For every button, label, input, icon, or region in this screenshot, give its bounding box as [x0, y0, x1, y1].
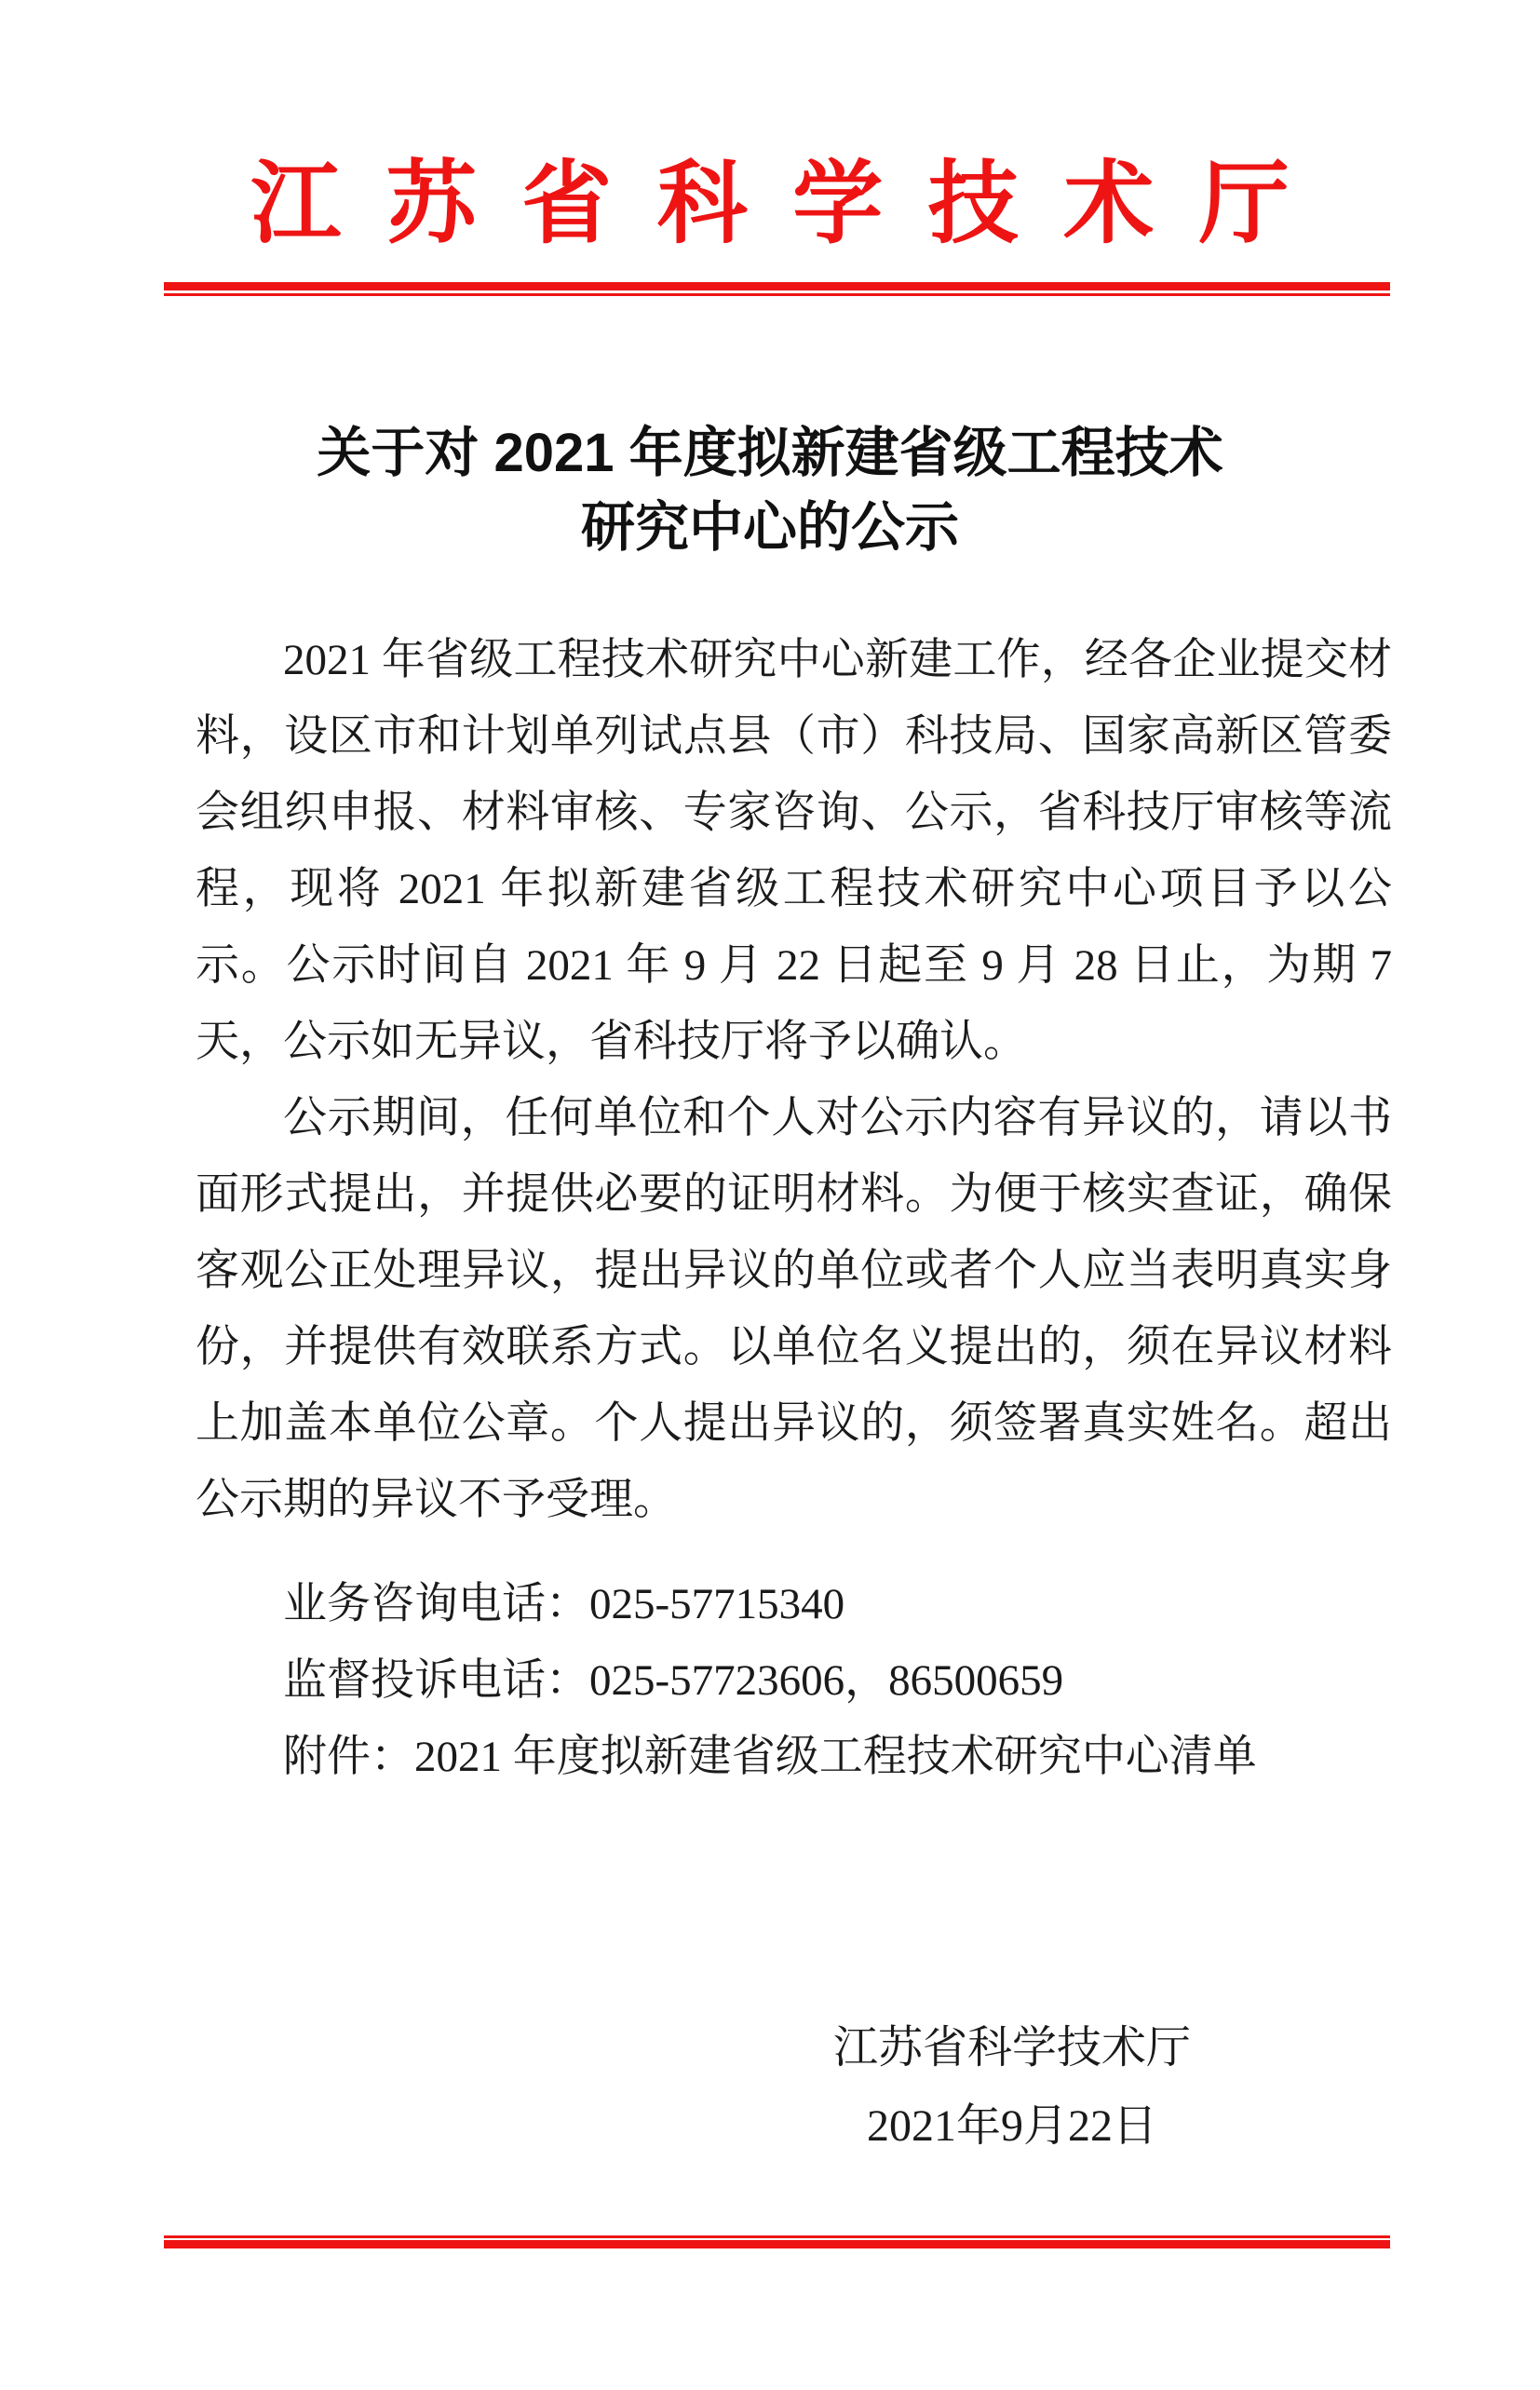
divider-thin-bar [164, 293, 1390, 296]
body-paragraph: 2021 年省级工程技术研究中心新建工作，经各企业提交材料，设区市和计划单列试点县（市）科技局、国家高新区管委会组织申报、材料审核、专家咨询、公示，省科技厅审核等流程，现将 2021 年拟新建省级工程技术研究中心项目予以公示。公示时间自 2021 年 9 月 22 日起至 9 月 28 日止，为期 7 天，公示如无异议，省科技厅将予以确认。 [196, 636, 1392, 1066]
document-body [196, 622, 1392, 1795]
divider-thick-bar [164, 2240, 1390, 2248]
attachment-line: 附件：2021 年度拟新建省级工程技术研究中心清单 [283, 1733, 1257, 1781]
contact-line-supervision-phone: 监督投诉电话：025-57723606，86500659 [283, 1656, 1064, 1705]
letterhead-title: 江苏省科学技术厅 [250, 153, 1335, 254]
body-paragraph: 公示期间，任何单位和个人对公示内容有异议的，请以书面形式提出，并提供必要的证明材料。为便于核实查证，确保客观公正处理异议，提出异议的单位或者个人应当表明真实身份，并提供有效联系方式。以单位名义提出的，须在异议材料上加盖本单位公章。个人提出异议的，须签署真实姓名。超出公示期的异议不予受理。 [196, 1094, 1392, 1524]
contact-line-business-phone: 业务咨询电话：025-57715340 [283, 1580, 845, 1628]
letterhead-divider-rule [164, 282, 1390, 296]
document-title [0, 416, 1540, 565]
document-title-line2: 研究中心的公示 [580, 497, 959, 558]
divider-thin-bar [164, 2235, 1390, 2238]
divider-thick-bar [164, 282, 1390, 290]
document-title-line1: 关于对 2021 年度拟新建省级工程技术 [317, 423, 1223, 483]
contact-block [196, 1566, 1392, 1719]
signature-date: 2021年9月22日 [866, 2101, 1157, 2151]
signature-org: 江苏省科学技术厅 [832, 2023, 1191, 2073]
signature-block [825, 2009, 1199, 2166]
footer-divider-rule [164, 2235, 1390, 2248]
